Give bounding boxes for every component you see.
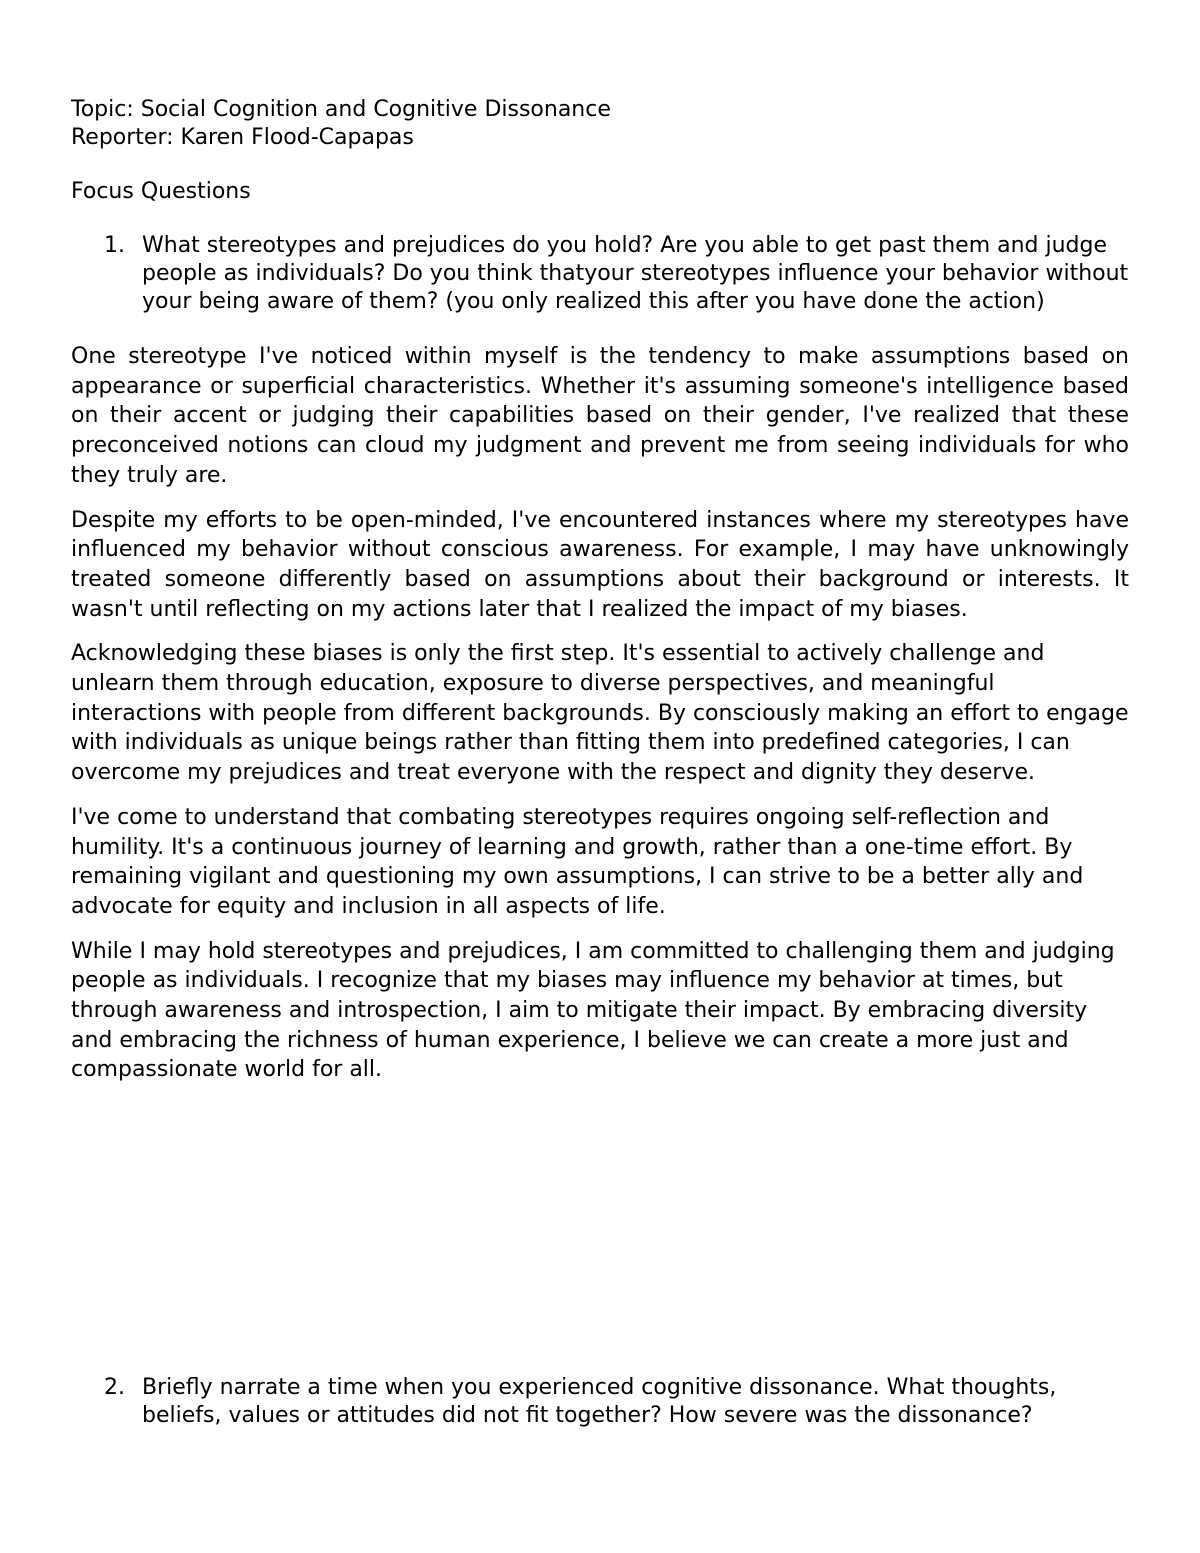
answer-paragraph-2: Despite my efforts to be open-minded, I've encountered instances where my stereotypes have influenced my behavior without conscious awareness. For example, I may have unknowingly treated someone differently based on assumptions about their background or interests. It wasn't until reflecting on my actions later that I realized the impact of my biases. [71,507,1129,622]
document-page [71,96,1129,1428]
reporter-line: Reporter: Karen Flood-Capapas [71,125,414,150]
question-list [71,232,1129,316]
question-text-1: What stereotypes and prejudices do you hold? Are you able to get past them and judge people as individuals? Do you think thatyour stereotypes influence your behavior without your being aware of them? (you only realized this after you have done the action) [142,233,1129,314]
question-item-1 [71,232,1129,316]
focus-questions-heading: Focus Questions [71,179,251,204]
question-number-2: 2. [104,1375,125,1400]
answer-paragraph-3: Acknowledging these biases is only the first step. It's essential to actively challenge and unlearn them through education, exposure to diverse perspectives, and meaningful interactions with people from different backgrounds. By consciously making an effort to engage with individuals as unique beings rather than fitting them into predefined categories, I can overcome my prejudices and treat everyone with the respect and dignity they deserve. [71,641,1129,786]
answer-paragraph-5: While I may hold stereotypes and prejudices, I am committed to challenging them and judging people as individuals. I recognize that my biases may influence my behavior at times, but through awareness and introspection, I aim to mitigate their impact. By embracing diversity and embracing the richness of human experience, I believe we can create a more just and compassionate world for all. [71,938,1115,1083]
topic-line: Topic: Social Cognition and Cognitive Dissonance [71,97,611,122]
answer-paragraph-1: One stereotype I've noticed within myself is the tendency to make assumptions based on appearance or superficial characteristics. Whether it's assuming someone's intelligence based on their accent or judging their capabilities based on their gender, I've realized that these preconceived notions can cloud my judgment and prevent me from seeing individuals for who they truly are. [71,344,1129,488]
answer-paragraph-4: I've come to understand that combating stereotypes requires ongoing self-reflection and humility. It's a continuous journey of learning and growth, rather than a one-time effort. By remaining vigilant and questioning my own assumptions, I can strive to be a better ally and advocate for equity and inclusion in all aspects of life. [71,804,1084,919]
question-list-second [71,1374,1129,1430]
question-item-2 [71,1374,1129,1430]
question-text-2: Briefly narrate a time when you experienced cognitive dissonance. What thoughts, beliefs, values or attitudes did not fit together? How severe was the dissonance? [142,1375,1057,1428]
question-number-1: 1. [104,233,125,258]
